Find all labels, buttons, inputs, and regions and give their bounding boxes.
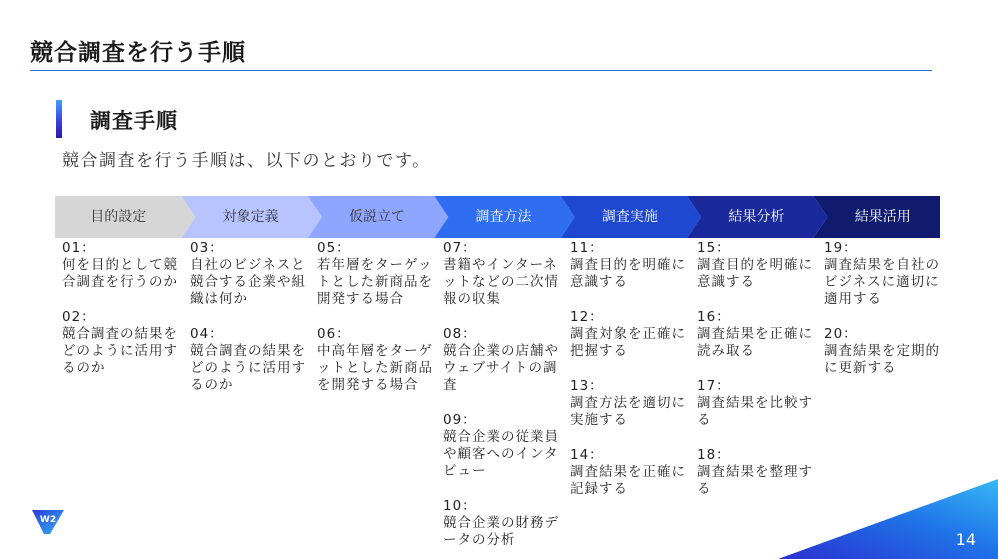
step-item <box>570 447 690 498</box>
step-label: 仮説立て <box>349 209 406 225</box>
step-item-text: 調査結果を比較する <box>697 395 813 428</box>
step-item-text: 調査結果を正確に記録する <box>570 464 686 497</box>
step-item-number: 13： <box>570 378 604 394</box>
step-label: 調査方法 <box>475 209 532 225</box>
step-item-number: 17： <box>697 378 731 394</box>
section-title: 調査手順 <box>90 109 178 133</box>
step-item-number: 04： <box>190 326 224 342</box>
step-item-number: 12： <box>570 309 604 325</box>
step-item <box>570 378 690 429</box>
step-item-text: 調査方法を適切に実施する <box>570 395 686 428</box>
step-item <box>570 309 690 360</box>
step-item-number: 07： <box>443 240 477 256</box>
step-item <box>443 412 563 480</box>
step-item-text: 調査結果を正確に読み取る <box>697 326 813 359</box>
step-item-text: 調査結果を定期的に更新する <box>824 343 940 376</box>
step-item-number: 15： <box>697 240 731 256</box>
step-item-number: 14： <box>570 447 604 463</box>
section-description: 競合調査を行う手順は、以下のとおりです。 <box>62 151 431 171</box>
step-item-number: 05： <box>317 240 351 256</box>
step-item <box>62 309 182 377</box>
step-item <box>697 240 817 291</box>
step-item-text: 書籍やインターネットなどの二次情報の収集 <box>443 257 559 307</box>
step-label: 対象定義 <box>222 209 279 225</box>
step-item-number: 16： <box>697 309 731 325</box>
step-item <box>190 240 310 308</box>
step-item-text: 調査目的を明確に意識する <box>570 257 686 290</box>
step-item-number: 06： <box>317 326 351 342</box>
step-item-number: 10： <box>443 498 477 514</box>
step-item <box>443 326 563 394</box>
step-item <box>697 309 817 360</box>
step-item <box>443 240 563 308</box>
step-item-text: 中高年層をターゲットとした新商品を開発する場合 <box>317 343 433 393</box>
svg-text:W2: W2 <box>39 515 57 525</box>
step-item-text: 競合企業の店舗やウェブサイトの調査 <box>443 343 559 393</box>
w2-logo-icon <box>32 508 64 534</box>
step-item-number: 02： <box>62 309 96 325</box>
step-item <box>317 240 437 308</box>
step-item <box>570 240 690 291</box>
step-item-number: 11： <box>570 240 604 256</box>
title-divider <box>30 70 932 71</box>
step-column <box>62 240 182 395</box>
step-item-text: 競合企業の財務データの分析 <box>443 515 559 548</box>
step-column <box>190 240 310 412</box>
section-accent-bar <box>56 100 62 138</box>
step-item-text: 何を目的として競合調査を行うのか <box>62 257 178 290</box>
step-item <box>190 326 310 394</box>
step-item <box>697 378 817 429</box>
step-item <box>443 498 563 549</box>
step-item-number: 08： <box>443 326 477 342</box>
page-title: 競合調査を行う手順 <box>30 40 246 66</box>
step-item <box>62 240 182 291</box>
step-item <box>317 326 437 394</box>
step-label: 結果活用 <box>854 209 911 225</box>
step-item-number: 01： <box>62 240 96 256</box>
step-item-text: 調査結果を自社のビジネスに適切に適用する <box>824 257 940 307</box>
step-item-text: 競合調査の結果をどのように活用するのか <box>62 326 178 376</box>
step-item-text: 競合企業の従業員や顧客へのインタビュー <box>443 429 559 479</box>
step-item-number: 03： <box>190 240 224 256</box>
step-item-text: 自社のビジネスと競合する企業や組織は何か <box>190 257 306 307</box>
step-item-number: 18： <box>697 447 731 463</box>
step-item-text: 調査対象を正確に把握する <box>570 326 686 359</box>
step-item-number: 19： <box>824 240 858 256</box>
step-column <box>443 240 563 559</box>
step-label: 結果分析 <box>728 209 785 225</box>
step-column <box>317 240 437 412</box>
process-steps-chevrons <box>55 196 940 238</box>
step-column <box>824 240 944 395</box>
step-label: 調査実施 <box>601 209 658 225</box>
page-number: 14 <box>955 530 976 549</box>
step-label: 目的設定 <box>90 209 147 225</box>
step-column <box>570 240 690 516</box>
step-item-text: 調査目的を明確に意識する <box>697 257 813 290</box>
step-item-text: 調査結果を整理する <box>697 464 813 497</box>
step-item-number: 09： <box>443 412 477 428</box>
step-item <box>824 240 944 308</box>
step-item-text: 若年層をターゲットとした新商品を開発する場合 <box>317 257 433 307</box>
step-item-number: 20： <box>824 326 858 342</box>
step-item-text: 競合調査の結果をどのように活用するのか <box>190 343 306 393</box>
step-item <box>824 326 944 377</box>
